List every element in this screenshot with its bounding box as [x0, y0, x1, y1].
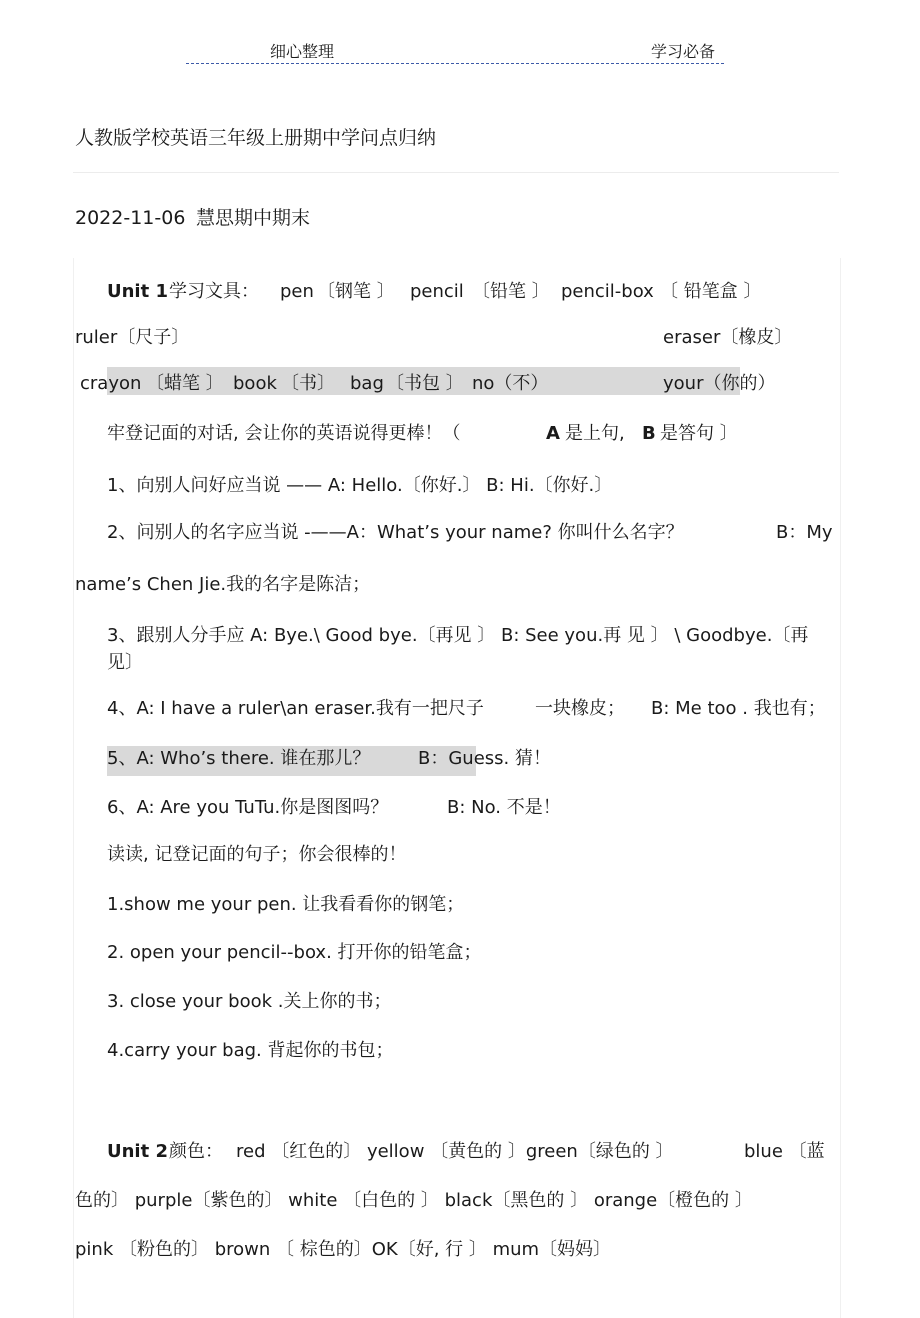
vocab-pencil-box: pencil-box — [561, 281, 654, 302]
dialog-intro-b-cn: 是答句 〕 — [660, 423, 738, 444]
vocab-pen: pen — [280, 281, 314, 302]
dialog-ruler-reply: B: Me too . 我也有； — [651, 698, 826, 719]
sentence-item: 3. close your book .关上你的书； — [107, 991, 392, 1012]
dialog-goodbye: 3、跟别人分手应 A: Bye.\ Good bye.〔再见 〕 B: See you.再 见 〕 \ Goodbye.〔再 — [107, 625, 809, 646]
vocab-pencil-cn: 〔铅笔 〕 — [472, 281, 550, 302]
read-intro: 读读, 记登记面的句子；你会很棒的！ — [107, 844, 407, 865]
dialog-intro: 牢登记面的对话, 会让你的英语说得更棒！（ — [107, 423, 461, 444]
unit2-label: Unit 2 — [107, 1141, 168, 1162]
dialog-guess: B：Guess. 猜！ — [418, 748, 551, 769]
dialog-name-answer-start: B：My — [776, 522, 833, 543]
unit2-colors-line1-tail: blue 〔蓝 — [744, 1141, 825, 1162]
unit2-colors-line3: pink 〔粉色的〕 brown 〔 棕色的〕OK〔好, 行 〕 mum〔妈妈〕 — [75, 1239, 612, 1260]
dialog-tutu-reply: B: No. 不是！ — [447, 797, 561, 818]
publish-date: 2022-11-06 — [75, 207, 186, 229]
source-label: 慧思期中期末 — [196, 207, 311, 229]
vocab-pen-cn: 〔钢笔 〕 — [317, 281, 395, 302]
header-right-label: 学习必备 — [651, 42, 716, 61]
header-left-label: 细心整理 — [270, 42, 335, 61]
header-rule — [186, 63, 724, 64]
vocab-pencil-box-cn: 〔 铅笔盒 〕 — [660, 281, 762, 302]
sentence-item: 1.show me your pen. 让我看看你的钢笔； — [107, 894, 465, 915]
dialog-greeting: 1、向别人问好应当说 —— A: Hello.〔你好.〕 B: Hi.〔你好.〕 — [107, 475, 613, 496]
unit2-colors-line2: 色的〕 purple〔紫色的〕 white 〔白色的 〕 black〔黑色的 〕 orange〔橙色的 〕 — [75, 1190, 753, 1211]
vocab-bag-cn: 〔书包 〕 — [386, 373, 464, 394]
document-title: 人教版学校英语三年级上册期中学问点归纳 — [75, 127, 437, 149]
unit2-colors-line1: red 〔红色的〕 yellow 〔黄色的 〕green〔绿色的 〕 — [236, 1141, 674, 1162]
vocab-bag: bag — [350, 373, 384, 394]
vocab-your: your（你的） — [663, 373, 776, 394]
dialog-ruler-cont: 一块橡皮； — [535, 698, 625, 719]
vocab-pencil: pencil — [410, 281, 464, 302]
vocab-book: book — [233, 373, 277, 394]
vocab-ruler: ruler〔尺子〕 — [75, 327, 190, 348]
sentence-item: 2. open your pencil--box. 打开你的铅笔盒； — [107, 942, 482, 963]
dialog-whos-there: 5、A: Who’s there. 谁在那儿？ — [107, 748, 371, 769]
vocab-book-cn: 〔书〕 — [281, 373, 335, 394]
vocab-crayon-cn: 〔蜡笔 〕 — [146, 373, 224, 394]
dialog-ruler: 4、A: I have a ruler\an eraser.我有一把尺子 — [107, 698, 484, 719]
unit1-label: Unit 1 — [107, 281, 168, 302]
dialog-intro-a-cn: 是上句, — [565, 423, 625, 444]
unit2-topic: 颜色： — [169, 1141, 223, 1162]
vocab-no: no（不） — [472, 373, 549, 394]
sentence-item: 4.carry your bag. 背起你的书包； — [107, 1040, 394, 1061]
dialog-name-question: 2、问别人的名字应当说 -——A：What’s your name? 你叫什么名字？ — [107, 522, 684, 543]
title-divider — [73, 172, 839, 173]
dialog-tutu: 6、A: Are you TuTu.你是图图吗？ — [107, 797, 389, 818]
vocab-crayon: crayon — [80, 373, 142, 394]
dialog-goodbye-cont: 见〕 — [107, 652, 143, 673]
dialog-intro-b: B — [642, 423, 656, 444]
unit1-topic: 学习文具： — [169, 281, 259, 302]
dialog-name-answer: name’s Chen Jie.我的名字是陈洁； — [75, 574, 371, 595]
dialog-intro-a: A — [546, 423, 560, 444]
vocab-eraser: eraser〔橡皮〕 — [663, 327, 793, 348]
